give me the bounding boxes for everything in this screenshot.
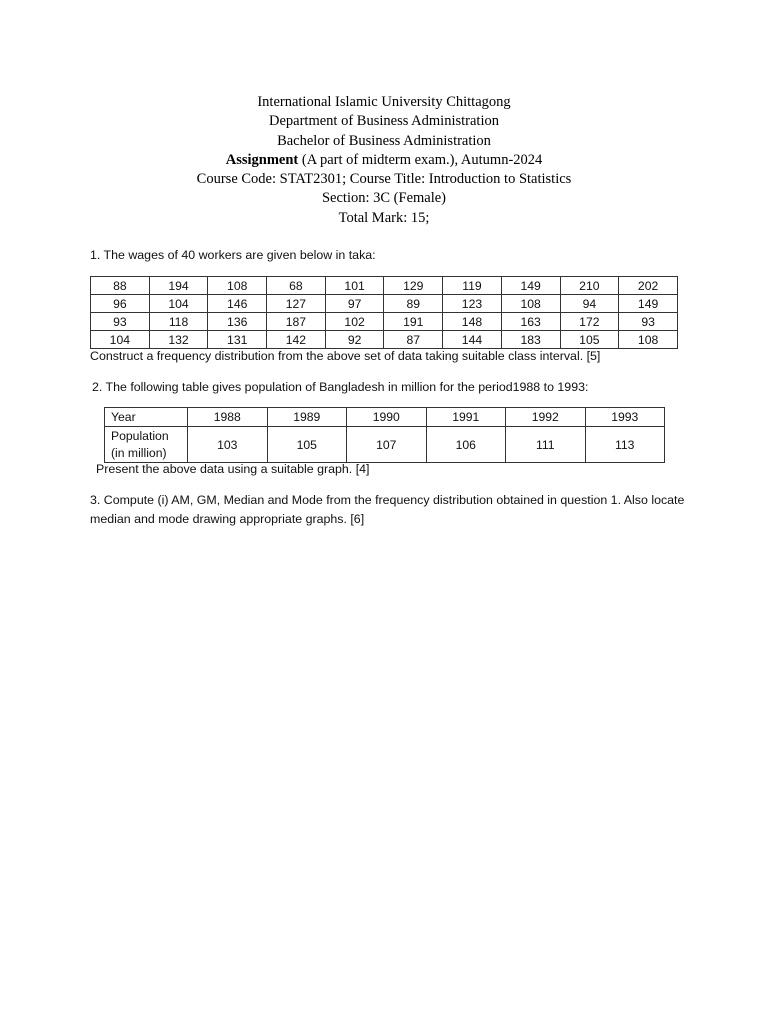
wage-cell: 144 — [443, 331, 502, 349]
wage-cell: 148 — [443, 313, 502, 331]
document-header — [0, 93, 768, 228]
wage-cell: 88 — [91, 277, 150, 295]
assignment-label: Assignment — [225, 151, 299, 168]
assignment-detail: (A part of midterm exam.), Autumn-2024 — [298, 151, 543, 168]
wage-cell: 202 — [619, 277, 678, 295]
wages-table-row — [91, 313, 678, 331]
year-cell: 1988 — [188, 408, 268, 427]
year-cell: 1992 — [506, 408, 586, 427]
question-1-text: 1. The wages of 40 workers are given below in taka: — [90, 248, 376, 262]
wage-cell: 104 — [91, 331, 150, 349]
wages-table-row — [91, 277, 678, 295]
question-1-instruction: Construct a frequency distribution from the above set of data taking suitable class interval. [5] — [90, 349, 601, 363]
wage-cell: 101 — [325, 277, 384, 295]
year-cell: 1991 — [426, 408, 506, 427]
population-unit-label: (in million) — [111, 445, 167, 460]
wage-cell: 172 — [560, 313, 619, 331]
wage-cell: 146 — [208, 295, 267, 313]
wages-table-row — [91, 331, 678, 349]
population-table-value-row — [105, 427, 665, 463]
population-table-year-row — [105, 408, 665, 427]
population-label: Population — [111, 428, 169, 443]
population-table — [104, 407, 665, 463]
year-header-cell: Year — [105, 408, 188, 427]
section-line: Section: 3C (Female) — [321, 190, 447, 207]
wage-cell: 187 — [267, 313, 326, 331]
population-header-cell — [105, 427, 188, 463]
population-value-cell: 113 — [585, 427, 665, 463]
population-value-cell: 111 — [506, 427, 586, 463]
wage-cell: 94 — [560, 295, 619, 313]
wage-cell: 87 — [384, 331, 443, 349]
wages-table — [90, 276, 678, 349]
wage-cell: 96 — [91, 295, 150, 313]
population-value-cell: 107 — [347, 427, 427, 463]
wage-cell: 89 — [384, 295, 443, 313]
wage-cell: 118 — [149, 313, 208, 331]
wage-cell: 92 — [325, 331, 384, 349]
wage-cell: 127 — [267, 295, 326, 313]
wage-cell: 149 — [501, 277, 560, 295]
total-mark-line: Total Mark: 15; — [338, 209, 430, 226]
wage-cell: 108 — [619, 331, 678, 349]
wage-cell: 132 — [149, 331, 208, 349]
department-name: Department of Business Administration — [269, 113, 499, 130]
course-line: Course Code: STAT2301; Course Title: Introduction to Statistics — [196, 171, 572, 188]
question-3-text: 3. Compute (i) AM, GM, Median and Mode from the frequency distribution obtained in question 1. Also locate median and mode drawing appropriate graphs. [6] — [90, 493, 685, 526]
wage-cell: 142 — [267, 331, 326, 349]
wage-cell: 136 — [208, 313, 267, 331]
population-value-cell: 106 — [426, 427, 506, 463]
wage-cell: 194 — [149, 277, 208, 295]
year-cell: 1989 — [267, 408, 347, 427]
wage-cell: 97 — [325, 295, 384, 313]
wage-cell: 93 — [91, 313, 150, 331]
wages-table-row — [91, 295, 678, 313]
university-name: International Islamic University Chittagong — [257, 94, 511, 110]
population-value-cell: 103 — [188, 427, 268, 463]
wage-cell: 123 — [443, 295, 502, 313]
program-name: Bachelor of Business Administration — [277, 132, 491, 149]
wage-cell: 163 — [501, 313, 560, 331]
wage-cell: 102 — [325, 313, 384, 331]
wage-cell: 108 — [208, 277, 267, 295]
wage-cell: 149 — [619, 295, 678, 313]
wage-cell: 108 — [501, 295, 560, 313]
wage-cell: 131 — [208, 331, 267, 349]
year-cell: 1990 — [347, 408, 427, 427]
wage-cell: 191 — [384, 313, 443, 331]
wage-cell: 104 — [149, 295, 208, 313]
wage-cell: 68 — [267, 277, 326, 295]
wage-cell: 183 — [501, 331, 560, 349]
wage-cell: 210 — [560, 277, 619, 295]
question-2-instruction: Present the above data using a suitable graph. [4] — [96, 462, 370, 476]
wage-cell: 105 — [560, 331, 619, 349]
population-value-cell: 105 — [267, 427, 347, 463]
wage-cell: 119 — [443, 277, 502, 295]
assignment-line — [0, 151, 768, 170]
wage-cell: 129 — [384, 277, 443, 295]
year-cell: 1993 — [585, 408, 665, 427]
wage-cell: 93 — [619, 313, 678, 331]
question-2-text: 2. The following table gives population of Bangladesh in million for the period1988 to 1993: — [92, 380, 589, 394]
